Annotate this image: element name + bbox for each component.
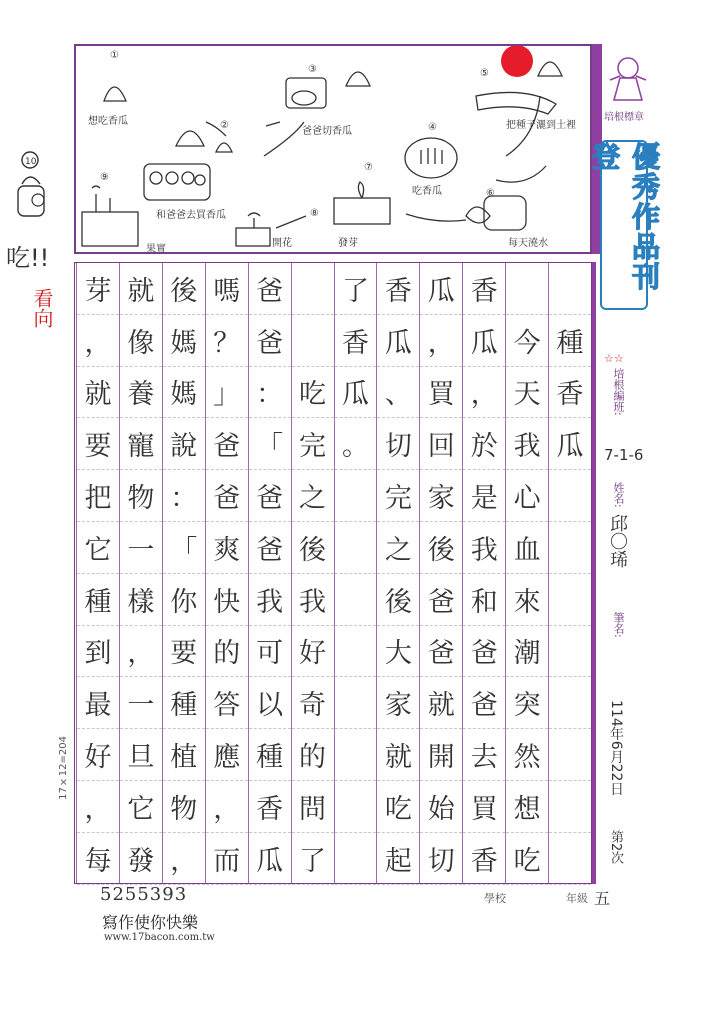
class-value: 7-1-6: [604, 446, 644, 464]
grid-cell: 起: [377, 833, 419, 885]
grid-cell: 瓜: [249, 833, 291, 885]
attempt-value: 第2次: [608, 830, 623, 865]
grid-cell: [549, 626, 591, 678]
grid-cell: 以: [249, 677, 291, 729]
grid-cell: 完: [377, 470, 419, 522]
grid-cell: 吃: [506, 833, 548, 885]
grid-cell: 」: [206, 367, 248, 419]
grid-cell: 想: [506, 781, 548, 833]
grid-column: [291, 263, 334, 883]
grid-cell: 來: [506, 574, 548, 626]
grid-column: [334, 263, 377, 883]
grid-column: [419, 263, 462, 883]
grid-cell: 瓜: [549, 418, 591, 470]
grid-cell: 每: [77, 833, 119, 885]
step-8-caption: 開花: [272, 238, 292, 249]
essay-grid: [74, 262, 592, 884]
grid-cell: ，: [420, 315, 462, 367]
grid-column: [205, 263, 248, 883]
grid-cell: 樣: [120, 574, 162, 626]
grid-cell: [292, 315, 334, 367]
grid-cell: 快: [206, 574, 248, 626]
step-7-caption: 發芽: [338, 238, 358, 249]
grid-cell: 香: [463, 263, 505, 315]
grid-cell: 可: [249, 626, 291, 678]
grid-cell: 種: [163, 677, 205, 729]
grid-cell: ，: [206, 781, 248, 833]
grid-cell: 要: [163, 626, 205, 678]
grid-cell: 、: [377, 367, 419, 419]
grid-cell: 我: [463, 522, 505, 574]
grid-cell: 潮: [506, 626, 548, 678]
grid-cell: 家: [420, 470, 462, 522]
grid-cell: 它: [120, 781, 162, 833]
grid-cell: 吃: [292, 367, 334, 419]
grid-cell: 血: [506, 522, 548, 574]
grid-cell: 瓜: [335, 367, 377, 419]
grid-cell: 之: [292, 470, 334, 522]
grid-cell: 爸: [249, 522, 291, 574]
grid-cell: 完: [292, 418, 334, 470]
grid-cell: 種: [549, 315, 591, 367]
grid-cell: 香: [549, 367, 591, 419]
grid-cell: 的: [292, 729, 334, 781]
grid-cell: 嗎: [206, 263, 248, 315]
grid-column: [376, 263, 419, 883]
grid-cell: 物: [120, 470, 162, 522]
grid-cell: 瓜: [377, 315, 419, 367]
step-4-number: ④: [428, 122, 437, 133]
grid-cell: [335, 574, 377, 626]
grid-cell: [335, 833, 377, 885]
grid-cell: 一: [120, 677, 162, 729]
grid-cell: ，: [77, 781, 119, 833]
grid-cell: 爽: [206, 522, 248, 574]
grid-cell: ，: [163, 833, 205, 885]
grid-cell: 後: [420, 522, 462, 574]
story-comic-illustration: [76, 46, 590, 252]
grid-cell: ，: [120, 626, 162, 678]
grid-cell: 爸: [249, 315, 291, 367]
grid-cell: 寵: [120, 418, 162, 470]
grid-cell: 香: [335, 315, 377, 367]
grid-cell: 爸: [420, 626, 462, 678]
grid-cell: 物: [163, 781, 205, 833]
step-6-number: ⑥: [486, 188, 495, 199]
grid-cell: 好: [292, 626, 334, 678]
grid-cell: [549, 263, 591, 315]
grid-cell: 就: [377, 729, 419, 781]
grid-cell: ：: [249, 367, 291, 419]
grid-cell: 我: [249, 574, 291, 626]
grid-cell: 植: [163, 729, 205, 781]
grid-cell: 於: [463, 418, 505, 470]
grid-cell: 「: [249, 418, 291, 470]
grid-cell: 「: [163, 522, 205, 574]
grid-cell: 爸: [206, 418, 248, 470]
grid-column: [162, 263, 205, 883]
grid-cell: 天: [506, 367, 548, 419]
step-3-number: ③: [308, 64, 317, 75]
grid-cell: 然: [506, 729, 548, 781]
grid-cell: [549, 470, 591, 522]
grid-cell: 發: [120, 833, 162, 885]
step-2-caption: 和爸爸去買香瓜: [156, 210, 226, 221]
step-7-number: ⑦: [364, 162, 373, 173]
grid-column: [462, 263, 505, 883]
grid-cell: 我: [506, 418, 548, 470]
grid-cell: 吃: [377, 781, 419, 833]
grid-cell: 切: [377, 418, 419, 470]
grid-cell: 香: [377, 263, 419, 315]
grid-cell: 和: [463, 574, 505, 626]
penname-label: 筆名:: [612, 612, 625, 638]
grid-cell: 問: [292, 781, 334, 833]
grid-cell: [335, 781, 377, 833]
grid-cell: 始: [420, 781, 462, 833]
grid-cell: 爸: [420, 574, 462, 626]
grid-cell: 到: [77, 626, 119, 678]
grid-size: 17×12=204: [58, 736, 69, 800]
grid-cell: 香: [463, 833, 505, 885]
grid-cell: 就: [120, 263, 162, 315]
grid-cell: 說: [163, 418, 205, 470]
grid-cell: 媽: [163, 315, 205, 367]
side-note: 看向: [30, 288, 54, 328]
grid-cell: 最: [77, 677, 119, 729]
name-label: 姓名:: [612, 482, 625, 508]
school-label: 學校: [484, 892, 506, 905]
phone-number: 5255393: [100, 884, 188, 905]
grid-cell: 養: [120, 367, 162, 419]
grid-cell: [549, 522, 591, 574]
grid-cell: 瓜: [463, 315, 505, 367]
grid-cell: 切: [420, 833, 462, 885]
grid-cell: ：: [163, 470, 205, 522]
grid-cell: 了: [335, 263, 377, 315]
step-9-caption: 果實: [146, 244, 166, 252]
step-8-number: ⑧: [310, 208, 319, 219]
grid-cell: ，: [77, 315, 119, 367]
grid-cell: 奇: [292, 677, 334, 729]
step-1-number: ①: [110, 50, 119, 61]
grid-cell: 回: [420, 418, 462, 470]
seal-stamp: [606, 50, 650, 110]
grid-cell: 你: [163, 574, 205, 626]
grid-cell: 答: [206, 677, 248, 729]
side-caption-eat: 吃!!: [6, 244, 50, 272]
grid-cell: 爸: [249, 470, 291, 522]
grid-cell: 要: [77, 418, 119, 470]
date-value: 114年6月22日: [608, 700, 624, 796]
grid-cell: [549, 833, 591, 885]
grid-column: [505, 263, 548, 883]
grid-cell: [549, 574, 591, 626]
step-2-number: ②: [220, 120, 229, 131]
svg-text:10: 10: [25, 157, 37, 167]
grid-cell: 後: [163, 263, 205, 315]
step-6-caption: 每天澆水: [508, 238, 548, 249]
grid-cell: [549, 677, 591, 729]
grid-cell: 之: [377, 522, 419, 574]
step-9-number: ⑨: [100, 172, 109, 183]
grid-cell: 大: [377, 626, 419, 678]
grid-cell: 買: [420, 367, 462, 419]
grid-cell: 應: [206, 729, 248, 781]
grid-cell: 芽: [77, 263, 119, 315]
step-5-caption: 把種子灑到土裡: [506, 120, 576, 131]
grid-cell: 瓜: [420, 263, 462, 315]
grid-cell: 心: [506, 470, 548, 522]
grid-cell: 爸: [463, 626, 505, 678]
step-1-caption: 想吃香瓜: [88, 116, 128, 127]
grid-cell: 今: [506, 315, 548, 367]
grid-cell: 家: [377, 677, 419, 729]
grid-cell: 爸: [249, 263, 291, 315]
grid-cell: 好: [77, 729, 119, 781]
grid-cell: 它: [77, 522, 119, 574]
grid-cell: 就: [77, 367, 119, 419]
grid-cell: 媽: [163, 367, 205, 419]
grid-cell: [335, 729, 377, 781]
grid-cell: ？: [206, 315, 248, 367]
slogan: 寫作使你快樂: [102, 913, 199, 932]
grid-cell: 後: [377, 574, 419, 626]
grid-cell: [335, 470, 377, 522]
step-5-number: ⑤: [480, 68, 489, 79]
grid-cell: 一: [120, 522, 162, 574]
website-link[interactable]: www.17bacon.com.tw: [104, 932, 215, 943]
drawing-panel: [74, 44, 592, 254]
grid-cell: 把: [77, 470, 119, 522]
name-value: 邱〇琋: [607, 514, 628, 568]
grid-cell: ，: [463, 367, 505, 419]
grid-column: [248, 263, 291, 883]
seal-label: 培根標章: [604, 112, 644, 123]
class-label: 培根編班:: [612, 368, 625, 416]
step-3-caption: 爸爸切香瓜: [302, 126, 352, 137]
grid-cell: 就: [420, 677, 462, 729]
title-text: 優秀作品刊登: [588, 142, 661, 292]
grid-cell: [335, 522, 377, 574]
grid-cell: 突: [506, 677, 548, 729]
grid-column: [119, 263, 162, 883]
grid-cell: [335, 626, 377, 678]
right-strip-bar-lower: [592, 262, 596, 884]
grid-cell: 是: [463, 470, 505, 522]
grid-cell: 開: [420, 729, 462, 781]
grid-cell: 香: [249, 781, 291, 833]
grid-cell: 爸: [206, 470, 248, 522]
grid-cell: 我: [292, 574, 334, 626]
bacon-mascot-icon: [606, 50, 650, 102]
grid-cell: 像: [120, 315, 162, 367]
grid-cell: [506, 263, 548, 315]
grid-cell: 旦: [120, 729, 162, 781]
grid-cell: [549, 729, 591, 781]
decor-stars: ☆☆: [604, 352, 624, 365]
grid-cell: 種: [249, 729, 291, 781]
grid-cell: 的: [206, 626, 248, 678]
grid-column: [76, 263, 119, 883]
grid-cell: 了: [292, 833, 334, 885]
grid-cell: [292, 263, 334, 315]
grid-column: [548, 263, 591, 883]
grid-cell: 爸: [463, 677, 505, 729]
grid-cell: 去: [463, 729, 505, 781]
grid-cell: 種: [77, 574, 119, 626]
grid-cell: [335, 677, 377, 729]
grid-cell: 後: [292, 522, 334, 574]
grid-cell: [549, 781, 591, 833]
step-4-caption: 吃香瓜: [412, 186, 442, 197]
grid-cell: 買: [463, 781, 505, 833]
grade-value: 五: [594, 889, 611, 908]
grade-label: 年級: [566, 892, 588, 905]
grid-cell: 而: [206, 833, 248, 885]
title-banner: [588, 140, 661, 310]
grid-cell: 。: [335, 418, 377, 470]
